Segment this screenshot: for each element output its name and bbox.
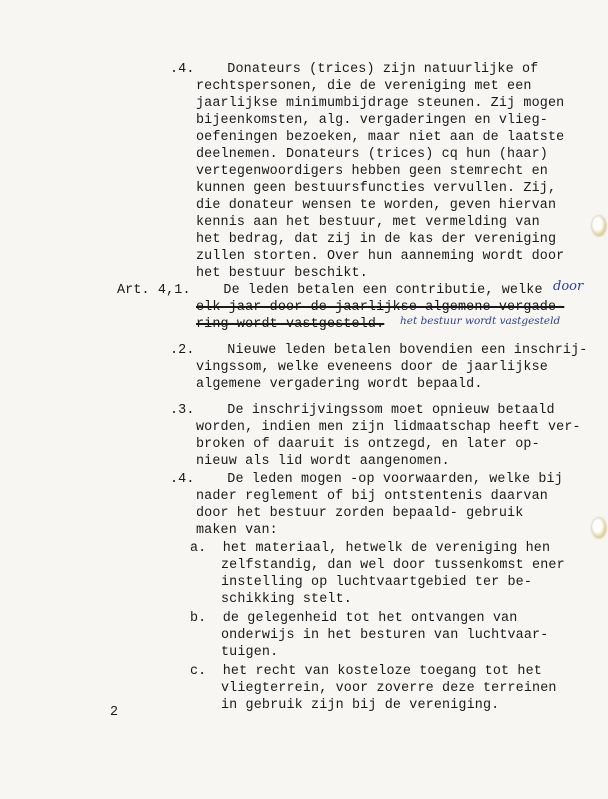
list-item-c-line: c. het recht van kosteloze toegang tot het (190, 664, 542, 679)
donateurs-line: oefeningen bezoeken, maar niet aan de laatste (196, 130, 565, 145)
donateurs-line: .4. Donateurs (trices) zijn natuurlijke of (170, 62, 539, 77)
art-4-4-line: door het bestuur zorden bepaald- gebruik (196, 506, 524, 521)
donateurs-line: het bedrag, dat zij in de kas der vereniging (196, 232, 557, 247)
handwritten-correction: het bestuur wordt vastgesteld (400, 315, 561, 327)
art-4-2-line: vingssom, welke eveneens door de jaarlijkse (196, 360, 548, 375)
list-item-b-line: b. de gelegenheid tot het ontvangen van (190, 611, 518, 626)
donateurs-line: kunnen geen bestuursfuncties vervullen. Zij, (196, 181, 557, 196)
art-4-3-line: .3. De inschrijvingssom moet opnieuw betaald (170, 403, 555, 418)
art-4-1-struck-line: ring wordt vastgesteld. (196, 317, 385, 332)
donateurs-line: bijeenkomsten, alg. vergaderingen en vlieg- (196, 113, 548, 128)
art-4-3-line: nieuw als lid wordt aangenomen. (196, 454, 450, 469)
art-4-2-line: .2. Nieuwe leden betalen bovendien een inschrij- (170, 343, 588, 358)
list-item-a-line: schikking stelt. (221, 592, 352, 607)
art-4-4-line: nader reglement of bij ontstentenis daarvan (196, 489, 548, 504)
donateurs-line: deelnemen. Donateurs (trices) cq hun (haar) (196, 147, 548, 162)
list-item-c-line: vliegterrein, voor zoverre deze terreinen (221, 681, 557, 696)
punch-hole (592, 216, 606, 236)
list-item-c-line: in gebruik zijn bij de vereniging. (221, 698, 500, 713)
donateurs-line: het bestuur beschikt. (196, 266, 368, 281)
art-4-1-struck-line: elk jaar door de jaarlijkse algemene vergade- (196, 300, 565, 315)
art-4-1-line: Art. 4,1. De leden betalen een contributie, welke (117, 283, 543, 298)
page-number: 2 (110, 705, 119, 720)
punch-hole (592, 518, 606, 538)
list-item-a-line: a. het materiaal, hetwelk de vereniging hen (190, 541, 551, 556)
art-4-4-line: .4. De leden mogen -op voorwaarden, welke bij (170, 472, 563, 487)
art-4-3-line: worden, indien men zijn lidmaatschap heeft ver- (196, 420, 581, 435)
donateurs-line: rechtspersonen, die de vereniging met een (196, 79, 532, 94)
donateurs-line: kennis aan het bestuur, met vermelding van (196, 215, 540, 230)
list-item-b-line: tuigen. (221, 645, 279, 660)
art-4-4-line: maken van: (196, 523, 278, 538)
handwritten-correction: door (553, 279, 584, 294)
donateurs-line: zullen storten. Over hun aanneming wordt door (196, 249, 565, 264)
list-item-a-line: instelling op luchtvaartgebied ter be- (221, 575, 533, 590)
list-item-b-line: onderwijs in het besturen van luchtvaar- (221, 628, 549, 643)
list-item-a-line: zelfstandig, dan wel door tussenkomst ener (221, 558, 565, 573)
art-4-2-line: algemene vergadering wordt bepaald. (196, 377, 483, 392)
donateurs-line: jaarlijkse minimumbijdrage steunen. Zij mogen (196, 96, 565, 111)
donateurs-line: vertegenwoordigers hebben geen stemrecht en (196, 164, 548, 179)
art-4-3-line: broken of daaruit is ontzegd, en later op- (196, 437, 540, 452)
donateurs-line: die donateur wensen te worden, geven hiervan (196, 198, 557, 213)
